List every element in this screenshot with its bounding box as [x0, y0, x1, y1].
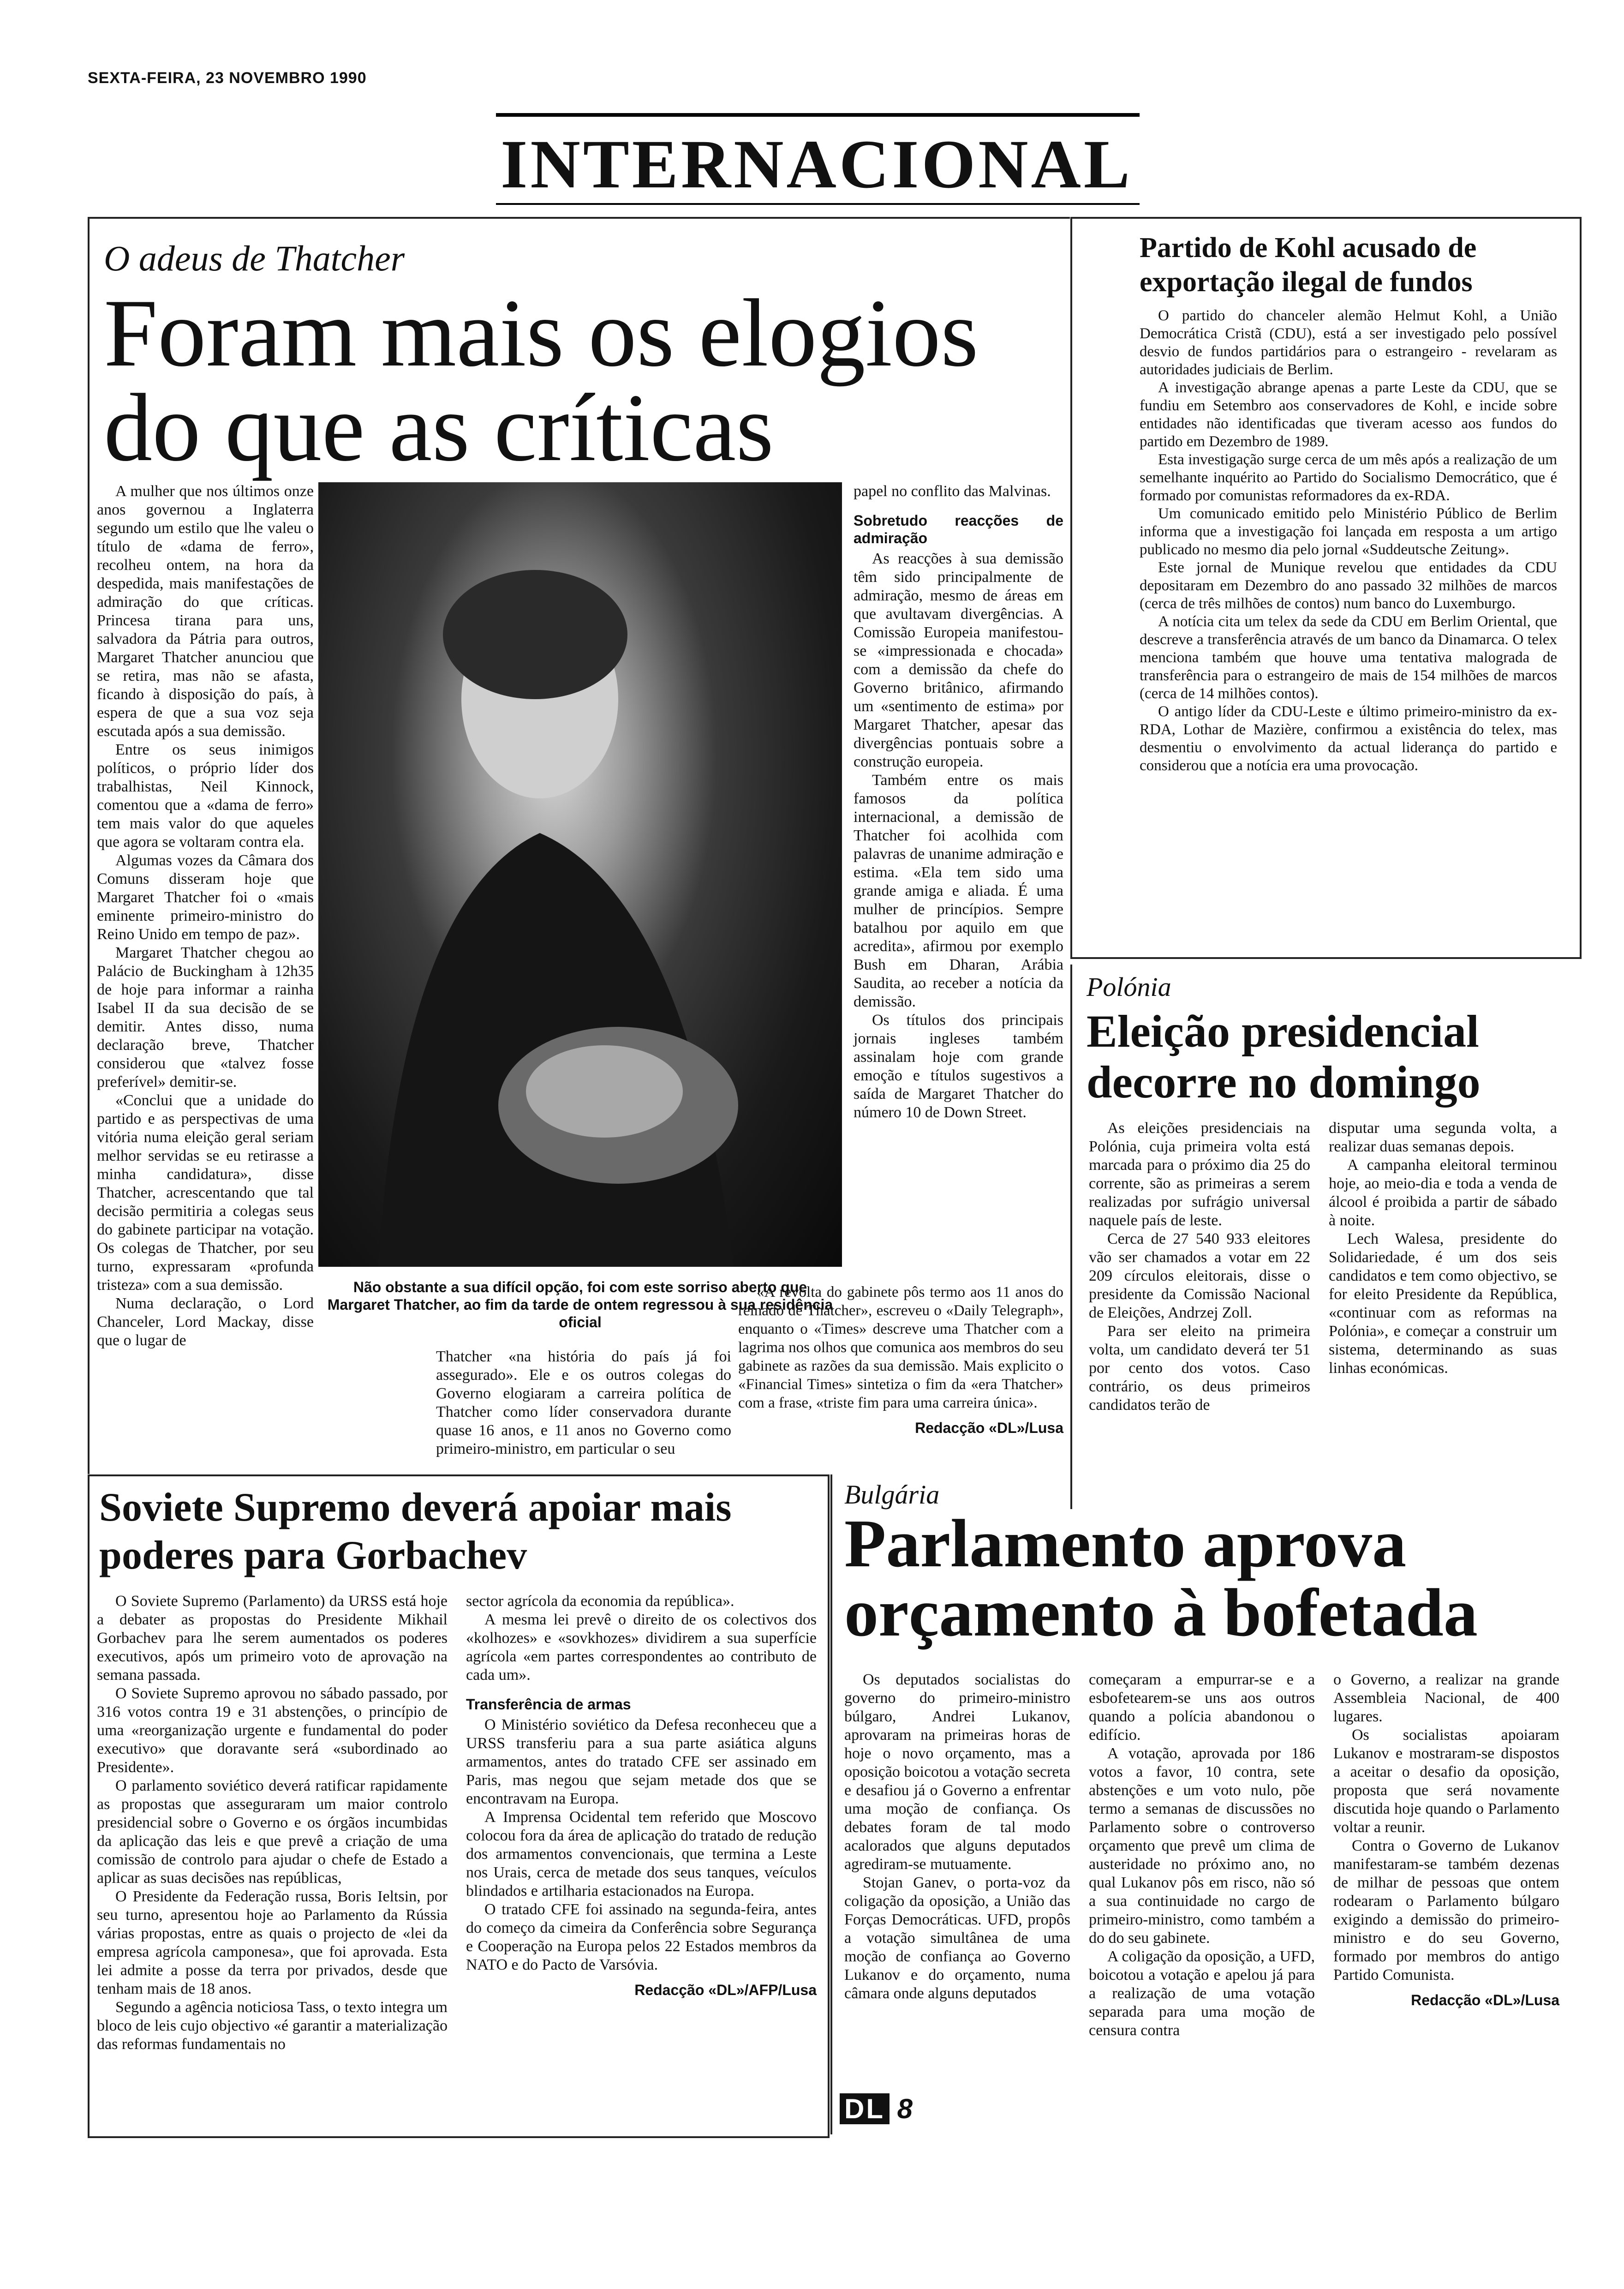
paragraph: Cerca de 27 540 933 eleitores vão ser chamados a votar em 22 209 círculos eleitorais, disse o presidente da Comissão Nacional de Eleições, Andrzej Zoll. [1089, 1230, 1310, 1321]
paragraph: O partido do chanceler alemão Helmut Kohl, a União Democrática Cristã (CDU), está a ser investigado pelo possível desvio de fundos partidários para o estrangeiro - revelaram as autoridades judiciais de Berlim. [1140, 307, 1557, 378]
kohl-headline: Partido de Kohl acusado de exportação ilegal de fundos [1140, 232, 1477, 298]
polonia-kicker: Polónia [1087, 972, 1171, 1002]
bulgaria-column-2 [1089, 1671, 1315, 2040]
paragraph: Os títulos dos principais jornais ingleses também assinalam hoje com grande emoção e títulos sugestivos a saída de Margaret Thatcher do número 10 de Down Street. [854, 1012, 1063, 1121]
paragraph: Entre os seus inimigos políticos, o próprio líder dos trabalhistas, Neil Kinnock, comentou que a «dama de ferro» tem mais valor do que aqueles que agora se voltaram contra ela. [97, 741, 314, 851]
paragraph: A mesma lei prevê o direito de os colectivos dos «kolhozes» e «sovkhozes» dividirem a sua superfície agrícola «em partes correspondentes ao contributo de cada um». [466, 1611, 817, 1684]
dl-logo: DL [840, 2093, 890, 2124]
polonia-column-2 [1329, 1119, 1557, 1378]
masthead-rule-top [496, 113, 1140, 117]
paragraph: Os socialistas apoiaram Lukanov e mostraram-se dispostos a aceitar o desafio da oposição, proposta que será novamente discutida hoje quando o Parlamento voltar a reunir. [1333, 1726, 1559, 1836]
paragraph: O tratado CFE foi assinado na segunda-feira, antes do começo da cimeira da Conferência sobre Segurança e Cooperação na Europa pelos 22 Estados membros da NATO e do Pacto de Varsóvia. [466, 1901, 817, 1973]
paragraph: Margaret Thatcher chegou ao Palácio de Buckingham à 12h35 de hoje para informar a rainha Isabel II da sua decisão de se demitir. Antes disso, numa declaração breve, Thatcher considerou que «talvez fosse preferível» demitir-se. [97, 944, 314, 1091]
bulgaria-column-3 [1333, 1671, 1559, 2009]
polonia-column-1 [1089, 1119, 1310, 1414]
section-title: INTERNACIONAL [501, 126, 1133, 203]
thatcher-signature: Redacção «DL»/Lusa [915, 1420, 1063, 1436]
paragraph: papel no conflito das Malvinas. [854, 483, 1051, 500]
soviete-subhead: Transferência de armas [466, 1696, 631, 1713]
thatcher-subhead: Sobretudo reacções de admiração [854, 512, 1063, 546]
polonia-headline: Eleição presidencial decorre no domingo [1087, 1006, 1481, 1108]
paragraph: A notícia cita um telex da sede da CDU em Berlim Oriental, que descreve a transferência através de um banco da Dinamarca. O telex menciona também que houve uma tentativa malograda de transferência para o estrangeiro de mais de 154 milhões de marcos (cerca de 14 milhões contos). [1140, 613, 1557, 702]
paragraph: A votação, aprovada por 186 votos a favor, 10 contra, sete abstenções e um voto nulo, põe termo a semanas de discussões no Parlamento sobre o controverso orçamento que prevê um clima de austeridade no próximo ano, no qual Lukanov pôs em risco, não só a sua continuidade no cargo de primeiro-ministro, como também a do do seu gabinete. [1089, 1745, 1315, 1947]
thatcher-column-2-bottom [436, 1348, 731, 1458]
paragraph: Para ser eleito na primeira volta, um candidato deverá ter 51 por cento dos votos. Caso contrário, os deus primeiros candidatos terão de [1089, 1323, 1310, 1414]
paragraph: o Governo, a realizar na grande Assembleia Nacional, de 400 lugares. [1333, 1671, 1559, 1725]
paragraph: As eleições presidenciais na Polónia, cuja primeira volta está marcada para o próximo dia 25 do corrente, são as primeiras a serem realizadas por sufrágio universal naquele país de leste. [1089, 1120, 1310, 1229]
paragraph: sector agrícola da economia da república». [466, 1593, 734, 1610]
thatcher-column-3-bottom [738, 1283, 1063, 1437]
portrait-illustration [318, 482, 842, 1267]
paragraph: Algumas vozes da Câmara dos Comuns disseram hoje que Margaret Thatcher foi o «mais eminente primeiro-ministro do Reino Unido em tempo de paz». [97, 852, 314, 943]
paragraph: A campanha eleitoral terminou hoje, ao meio-dia e toda a venda de álcool é proibida a partir de sábado à noite. [1329, 1156, 1557, 1229]
soviete-column-2 [466, 1592, 817, 1999]
paragraph: «Conclui que a unidade do partido e as perspectivas de uma vitória numa eleição geral seriam melhor servidas se eu retirasse a minha candidatura», disse Thatcher, acrescentando que tal decisão permitiria a colegas seus do gabinete participar na votação. Os colegas de Thatcher, por seu turno, expressaram «profunda tristeza» com a sua demissão. [97, 1092, 314, 1294]
paragraph: Lech Walesa, presidente do Solidariedade, é um dos seis candidatos e tem como objectivo, se for eleito Presidente da República, «continuar com as reformas na Polónia», e começar a construir um sistema, determinando as suas linhas económicas. [1329, 1230, 1557, 1377]
paragraph: O antigo líder da CDU-Leste e último primeiro-ministro da ex-RDA, Lothar de Mazière, confirmou a existência do telex, mas desmentiu o envolvimento da actual liderança do partido e considerou que a notícia era uma provocação. [1140, 703, 1557, 774]
photo-caption: Não obstante a sua difícil opção, foi com este sorriso aberto que Margaret Thatcher, ao fim da tarde de ontem regressou à sua residência oficial [327, 1279, 833, 1330]
paragraph: A Imprensa Ocidental tem referido que Moscovo colocou fora da área de aplicação do tratado de redução dos armamentos convencionais, que termina a Leste nos Urais, cerca de metade dos seus tanques, veículos blindados e artilharia estacionados na Europa. [466, 1809, 817, 1900]
paragraph: disputar uma segunda volta, a realizar duas semanas depois. [1329, 1120, 1557, 1155]
paragraph: Também entre os mais famosos da política internacional, a demissão de Thatcher foi acolhida com palavras de unanime admiração e estima. «Ela tem sido uma grande amiga e aliada. É uma mulher de princípios. Sempre batalhou por aquilo em que acredita», afirmou por exemplo Bush em Dharan, Arábia Saudita, ao receber a notícia da demissão. [854, 772, 1063, 1010]
thatcher-kicker: O adeus de Thatcher [104, 238, 405, 278]
paragraph: Este jornal de Munique revelou que entidades da CDU depositaram em Dezembro do ano passado 32 milhões de marcos (cerca de três milhões de contos) num banco do Luxemburgo. [1140, 559, 1557, 612]
paragraph: O parlamento soviético deverá ratificar rapidamente as propostas que asseguraram um maior controlo presidencial sobre o Governo e os órgãos incumbidas da aplicação das leis e que prevê a criação de uma comissão de controlo para ajudar o chefe de Estado a aplicar as suas decisões nas repúblicas, [97, 1777, 448, 1887]
thatcher-headline: Foram mais os elogios do que as críticas [104, 280, 979, 481]
paragraph: começaram a empurrar-se e a esbofetearem-se uns aos outros quando a polícia abandonou o edifício. [1089, 1671, 1315, 1744]
bulgaria-signature: Redacção «DL»/Lusa [1411, 1992, 1559, 2008]
page-number: 8 [897, 2093, 913, 2124]
paragraph: O Soviete Supremo aprovou no sábado passado, por 316 votos contra 19 e 31 abstenções, o princípio de uma «reorganização urgente e fundamental do poder executivo» que doravante será «subordinado ao Presidente». [97, 1685, 448, 1776]
dateline: SEXTA-FEIRA, 23 NOVEMBRO 1990 [88, 69, 367, 87]
masthead-rule-bottom [496, 203, 1140, 205]
paragraph: Esta investigação surge cerca de um mês após a realização de um semelhante inquérito ao Partido do Socialismo Democrático, que é formado por comunistas reformadores da ex-RDA. [1140, 451, 1557, 504]
paragraph: Os deputados socialistas do governo do primeiro-ministro búlgaro, Andrei Lukanov, aprovaram na primeiras horas de hoje o novo orçamento, mas a oposição boicotou a votação secreta e desafiou já o Governo a enfrentar uma moção de confiança. Os debates foram de tal modo acalorados que alguns deputados agrediram-se mutuamente. [844, 1671, 1070, 1873]
paragraph: Numa declaração, o Lord Chanceler, Lord Mackay, disse que o lugar de [97, 1295, 314, 1349]
paragraph: Contra o Governo de Lukanov manifestaram-se também dezenas de milhar de pessoas que ontem rodearam o Parlamento búlgaro exigindo a demissão do primeiro-ministro e do seu Governo, formado por membros do antigo Partido Comunista. [1333, 1837, 1559, 1983]
paragraph: Thatcher «na história do país já foi assegurado». Ele e os outros colegas do Governo elogiaram a carreira política de Thatcher como líder conservadora durante quase 16 anos, e 11 anos no Governo como primeiro-ministro, em particular o seu [436, 1348, 731, 1457]
paragraph: As reacções à sua demissão têm sido principalmente de admiração, mesmo de áreas em que avultavam divergências. A Comissão Europeia manifestou-se «impressionada e chocada» com a demissão da chefe do Governo britânico, afirmando um «sentimento de estima» por Margaret Thatcher, apesar das divergências pontuais sobre a construção europeia. [854, 550, 1063, 770]
paragraph: «A revolta do gabinete pôs termo aos 11 anos do reinado de Thatcher», escreveu o «Daily Telegraph», enquanto o «Times» descreve uma Thatcher com a lagrima nos olhos que comunica aos membros do seu gabinete as razões da sua demissão. Mais explicito o «Financial Times» sintetiza o fim da «era Thatcher» com a frase, «triste fim para uma carreira única». [738, 1284, 1063, 1411]
paragraph: O Presidente da Federação russa, Boris Ieltsin, por seu turno, apresentou hoje ao Parlamento da Rússia várias propostas, entre as quais o projecto de «lei da empresa agrícola camponesa», que foi aprovada. Esta lei admite a posse da terra por privados, desde que tenham mais de 18 anos. [97, 1888, 448, 1997]
bulgaria-column-1 [844, 1671, 1070, 2003]
paragraph: Um comunicado emitido pelo Ministério Público de Berlim informa que a investigação foi lançada em resposta a um artigo publicado no mesmo dia pelo jornal «Suddeutsche Zeitung». [1140, 505, 1557, 558]
paragraph: A coligação da oposição, a UFD, boicotou a votação e apelou já para a realização de uma votação separada para uma moção de censura contra [1089, 1948, 1315, 2039]
page-footer [840, 2093, 913, 2125]
paragraph: Stojan Ganev, o porta-voz da coligação da oposição, a União das Forças Democráticas. UFD, propôs a votação simultânea de uma moção de confiança ao Governo Lukanov e do orçamento, numa câmara onde alguns deputados [844, 1874, 1070, 2002]
thatcher-photo [318, 482, 842, 1267]
soviete-column-1 [97, 1592, 448, 2054]
paragraph: A investigação abrange apenas a parte Leste da CDU, que se fundiu em Setembro aos conservadores de Kohl, e incide sobre entidades não identificadas que tiveram acesso aos fundos do partido em Dezembro de 1989. [1140, 379, 1557, 450]
paragraph: O Ministério soviético da Defesa reconheceu que a URSS transferiu para a sua parte asiática alguns armamentos, antes do tratado CFE ser assinado em Paris, mas negou que sejam metade dos que se encontravam na Europa. [466, 1716, 817, 1807]
paragraph: A mulher que nos últimos onze anos governou a Inglaterra segundo um estilo que lhe valeu o título de «dama de ferro», recolheu ontem, na hora da despedida, mais manifestações de admiração do que críticas. Princesa tirana para uns, salvadora da Pátria para outros, Margaret Thatcher anunciou que se retira, mas não se afasta, ficando à disposição do país, à espera de que a sua voz seja escutada após a sua demissão. [97, 483, 314, 740]
thatcher-column-3 [854, 482, 1063, 1122]
paragraph: Segundo a agência noticiosa Tass, o texto integra um bloco de leis cujo objectivo «é garantir a materialização das reformas fundamentais no [97, 1999, 448, 2053]
bulgaria-kicker: Bulgária [844, 1480, 940, 1510]
soviete-headline: Soviete Supremo deverá apoiar mais poderes para Gorbachev [99, 1485, 732, 1578]
soviete-signature: Redacção «DL»/AFP/Lusa [634, 1982, 817, 1998]
bulgaria-headline: Parlamento aprova orçamento à bofetada [844, 1506, 1478, 1651]
thatcher-column-1 [97, 482, 314, 1350]
kohl-column [1140, 307, 1557, 775]
paragraph: O Soviete Supremo (Parlamento) da URSS está hoje a debater as propostas do Presidente Mikhail Gorbachev para lhe serem aumentados os poderes executivos, após um primeiro voto de aprovação na semana passada. [97, 1593, 448, 1684]
